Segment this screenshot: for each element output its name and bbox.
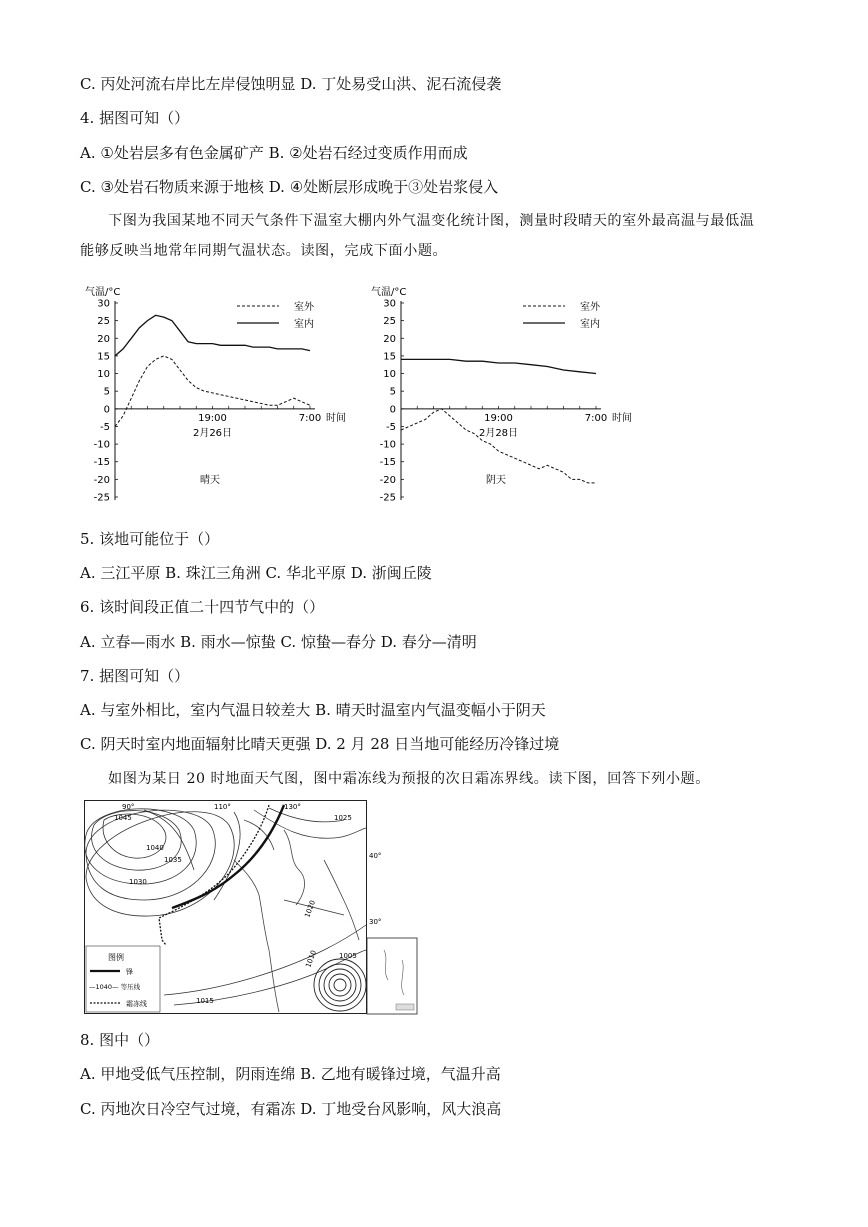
legend-isobar: —1040— 等压线 [89, 983, 141, 991]
chart-2-y-tick-label: -15 [379, 457, 396, 469]
chart-2-ylabel: 气温/°C [371, 287, 407, 298]
lon-label-110: 110° [214, 803, 231, 811]
chart-1-y-tick-label: 10 [97, 369, 110, 381]
isobar-label-1025: 1025 [334, 814, 352, 822]
q7-options-ab: A. 与室外相比，室内气温日较差大 B. 晴天时温室内气温变幅小于阴天 [80, 701, 546, 719]
passage-2 [80, 764, 788, 794]
q5-options: A. 三江平原 B. 珠江三角洲 C. 华北平原 D. 浙闽丘陵 [80, 564, 432, 582]
lon-label-130: 130° [284, 803, 301, 811]
lat-label-40: 40° [369, 852, 382, 860]
q8-stem: 8. 图中（） [80, 1031, 160, 1049]
passage-2-line-1: 如图为某日 20 时地面天气图，图中霜冻线为预报的次日霜冻界线。读下图，回答下列小题。 [108, 771, 710, 787]
temperature-charts [0, 278, 868, 510]
chart-1-y-tick-label: 25 [97, 316, 110, 328]
chart-1-y-tick-label: 5 [103, 386, 110, 398]
chart-2-date-label: 2月28日 [478, 427, 519, 439]
chart-1-ylabel: 气温/°C [85, 287, 121, 298]
chart-1-legend-label-outdoor: 室外 [294, 302, 314, 313]
isobar-label-1045: 1045 [114, 814, 132, 822]
passage-1 [80, 206, 788, 266]
chart-2-y-tick-label: 5 [389, 386, 396, 398]
chart-1-x-tick-label-2: 7:00 [298, 412, 322, 424]
weather-map [84, 800, 420, 1016]
chart-1-y-tick-label: -20 [93, 474, 110, 486]
passage-1-line-2: 能够反映当地常年同期气温状态。读图，完成下面小题。 [80, 243, 448, 259]
lat-label-30: 30° [369, 918, 382, 926]
chart-1-y-tick-label: 0 [103, 404, 110, 416]
chart-1-xlabel: 时间 [326, 412, 346, 424]
chart-2-x-tick-label-1: 19:00 [484, 412, 513, 424]
chart-2-y-tick-label: 15 [383, 351, 396, 363]
chart-2-x-tick-label-2: 7:00 [584, 412, 608, 424]
chart-2-y-tick-label: -25 [379, 492, 396, 504]
q8-options-ab: A. 甲地受低气压控制，阴雨连绵 B. 乙地有暖锋过境，气温升高 [80, 1065, 501, 1083]
chart-2-y-tick-label: -10 [379, 439, 396, 451]
chart-1-y-tick-label: -15 [93, 457, 110, 469]
legend-title: 图例 [108, 953, 124, 962]
chart-2-y-tick-label: 20 [383, 333, 396, 345]
q4-options-ab: A. ①处岩层多有色金属矿产 B. ②处岩石经过变质作用而成 [80, 144, 468, 162]
chart-2-y-tick-label: 0 [389, 404, 396, 416]
chart-2-y-tick-label: 30 [383, 298, 396, 310]
chart-1-y-tick-label: -25 [93, 492, 110, 504]
chart-1-y-tick-label: -5 [100, 421, 110, 433]
chart-2-y-tick-label: 25 [383, 316, 396, 328]
q7-stem: 7. 据图可知（） [80, 667, 190, 685]
q5-stem: 5. 该地可能位于（） [80, 530, 220, 548]
chart-2-legend-label-outdoor: 室外 [580, 302, 600, 313]
q3-options-cd: C. 丙处河流右岸比左岸侵蚀明显 D. 丁处易受山洪、泥石流侵袭 [80, 75, 502, 93]
chart-2-legend-label-indoor: 室内 [580, 319, 600, 330]
isobar-label-1010: 1010 [304, 949, 318, 969]
q8-options-cd: C. 丙地次日冷空气过境，有霜冻 D. 丁地受台风影响，风大浪高 [80, 1100, 502, 1118]
chart-2-y-tick-label: -20 [379, 474, 396, 486]
isobar-label-1015: 1015 [196, 997, 214, 1005]
q4-options-cd: C. ③处岩石物质来源于地核 D. ④处断层形成晚于③处岩浆侵入 [80, 178, 499, 196]
chart-1-y-tick-label: 30 [97, 298, 110, 310]
chart-2-xlabel: 时间 [612, 412, 632, 424]
chart-2-title: 阴天 [486, 475, 506, 486]
isobar-label-1035: 1035 [164, 856, 182, 864]
chart-1-y-tick-label: -10 [93, 439, 110, 451]
q7-options-cd: C. 阴天时室内地面辐射比晴天更强 D. 2 月 28 日当地可能经历冷锋过境 [80, 735, 560, 753]
chart-1-y-tick-label: 20 [97, 333, 110, 345]
q6-options: A. 立春—雨水 B. 雨水—惊蛰 C. 惊蛰—春分 D. 春分—清明 [80, 633, 477, 651]
chart-1-series-indoor [115, 315, 310, 356]
legend-frost: 霜冻线 [126, 1000, 147, 1008]
chart-1-y-tick-label: 15 [97, 351, 110, 363]
chart-2-series-indoor [401, 359, 596, 373]
isobar-label-1020: 1020 [303, 899, 317, 919]
chart-1-title: 晴天 [200, 475, 220, 486]
q4-stem: 4. 据图可知（） [80, 109, 190, 127]
q6-stem: 6. 该时间段正值二十四节气中的（） [80, 598, 325, 616]
legend-front: 锋 [126, 968, 133, 976]
isobar-label-1040: 1040 [146, 844, 164, 852]
isobar-label-1030: 1030 [129, 878, 147, 886]
chart-2-y-tick-label: -5 [386, 421, 396, 433]
isobar-label-1005: 1005 [339, 952, 357, 960]
chart-1-date-label: 2月26日 [192, 427, 233, 439]
chart-1-legend-label-indoor: 室内 [294, 319, 314, 330]
chart-1-x-tick-label-1: 19:00 [198, 412, 227, 424]
chart-2-y-tick-label: 10 [383, 369, 396, 381]
lon-label-90: 90° [122, 803, 135, 811]
passage-1-line-1: 下图为我国某地不同天气条件下温室大棚内外气温变化统计图，测量时段晴天的室外最高温与最低温 [108, 213, 755, 229]
